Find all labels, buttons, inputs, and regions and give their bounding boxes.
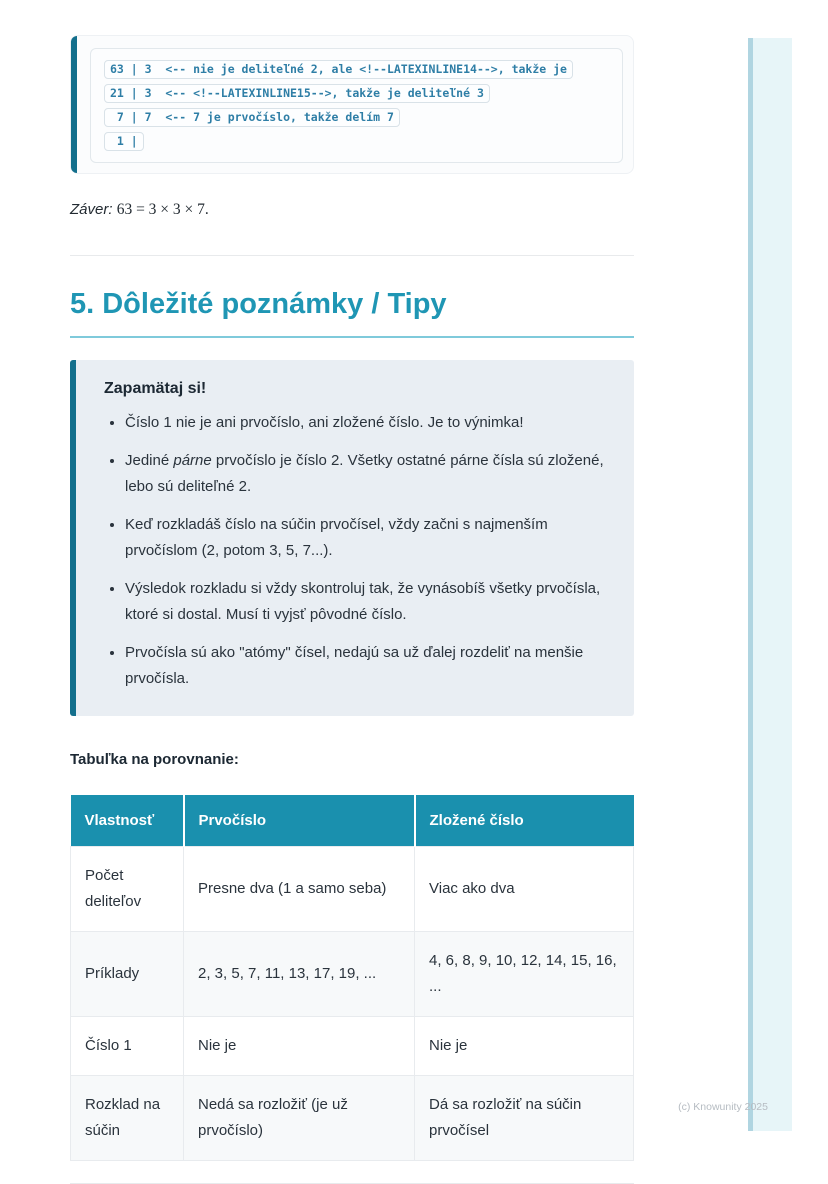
table-row	[71, 932, 634, 1017]
bullet-text-italic: párne	[173, 452, 212, 469]
callout-box	[70, 360, 634, 716]
column-header: Zložené číslo	[415, 795, 634, 847]
conclusion-label: Záver:	[70, 201, 113, 218]
page-edge-strip	[748, 38, 792, 1131]
table-cell: Číslo 1	[71, 1017, 184, 1076]
table-cell: Dá sa rozložiť na súčin prvočísel	[415, 1076, 634, 1161]
table-caption: Tabuľka na porovnanie:	[70, 751, 239, 768]
code-line: 21 | 3 <-- <!--LATEXINLINE15-->, takže je deliteľné 3	[104, 84, 490, 103]
column-header: Vlastnosť	[71, 795, 184, 847]
divider	[70, 255, 634, 256]
table-cell: Presne dva (1 a samo seba)	[184, 847, 415, 932]
callout-bullet	[125, 512, 608, 564]
table-cell: Rozklad na súčin	[71, 1076, 184, 1161]
conclusion-line	[70, 201, 634, 219]
table-cell: Počet deliteľov	[71, 847, 184, 932]
table-cell: Príklady	[71, 932, 184, 1017]
table-cell: 4, 6, 8, 9, 10, 12, 14, 15, 16, ...	[415, 932, 634, 1017]
table-cell: Nie je	[415, 1017, 634, 1076]
bullet-text: Keď rozkladáš číslo na súčin prvočísel, vždy začni s najmenším prvočíslom (2, potom 3, 5, 7...).	[125, 516, 548, 559]
conclusion-formula: 63 = 3 × 3 × 7.	[116, 201, 209, 218]
code-block	[70, 35, 634, 174]
callout-bullet	[125, 448, 608, 500]
bullet-text: Číslo 1 nie je ani prvočíslo, ani zložené číslo. Je to výnimka!	[125, 414, 524, 431]
table-row	[71, 847, 634, 932]
document-content	[70, 0, 634, 1184]
bullet-text: Jediné	[125, 452, 174, 469]
table-row	[71, 1076, 634, 1161]
code-line: 7 | 7 <-- 7 je prvočíslo, takže delím 7	[104, 108, 400, 127]
table-cell: Nie je	[184, 1017, 415, 1076]
callout-list	[104, 410, 608, 692]
callout-bullet	[125, 576, 608, 628]
callout-bullet	[125, 410, 608, 436]
copyright-credit: (c) Knowunity 2025	[678, 1101, 768, 1113]
column-header: Prvočíslo	[184, 795, 415, 847]
bullet-text: Výsledok rozkladu si vždy skontroluj tak, že vynásobíš všetky prvočísla, ktoré si dostal. Musí ti vyjsť pôvodné číslo.	[125, 580, 601, 623]
table-cell: Viac ako dva	[415, 847, 634, 932]
bullet-text: prvočíslo je číslo 2. Všetky ostatné párne čísla sú zložené, lebo sú deliteľné 2.	[125, 452, 604, 495]
code-block-accent-bar	[71, 36, 77, 173]
table-header-row	[71, 795, 634, 847]
table-row	[71, 1017, 634, 1076]
callout-bullet	[125, 640, 608, 692]
table-cell: 2, 3, 5, 7, 11, 13, 17, 19, ...	[184, 932, 415, 1017]
code-box	[90, 48, 623, 163]
callout-title: Zapamätaj si!	[104, 380, 207, 397]
section-heading: 5. Dôležité poznámky / Tipy	[70, 287, 634, 338]
bullet-text: Prvočísla sú ako "atómy" čísel, nedajú sa už ďalej rozdeliť na menšie prvočísla.	[125, 644, 584, 687]
code-line: 63 | 3 <-- nie je deliteľné 2, ale <!--LATEXINLINE14-->, takže je	[104, 60, 573, 79]
code-line: 1 |	[104, 132, 144, 151]
table-cell: Nedá sa rozložiť (je už prvočíslo)	[184, 1076, 415, 1161]
